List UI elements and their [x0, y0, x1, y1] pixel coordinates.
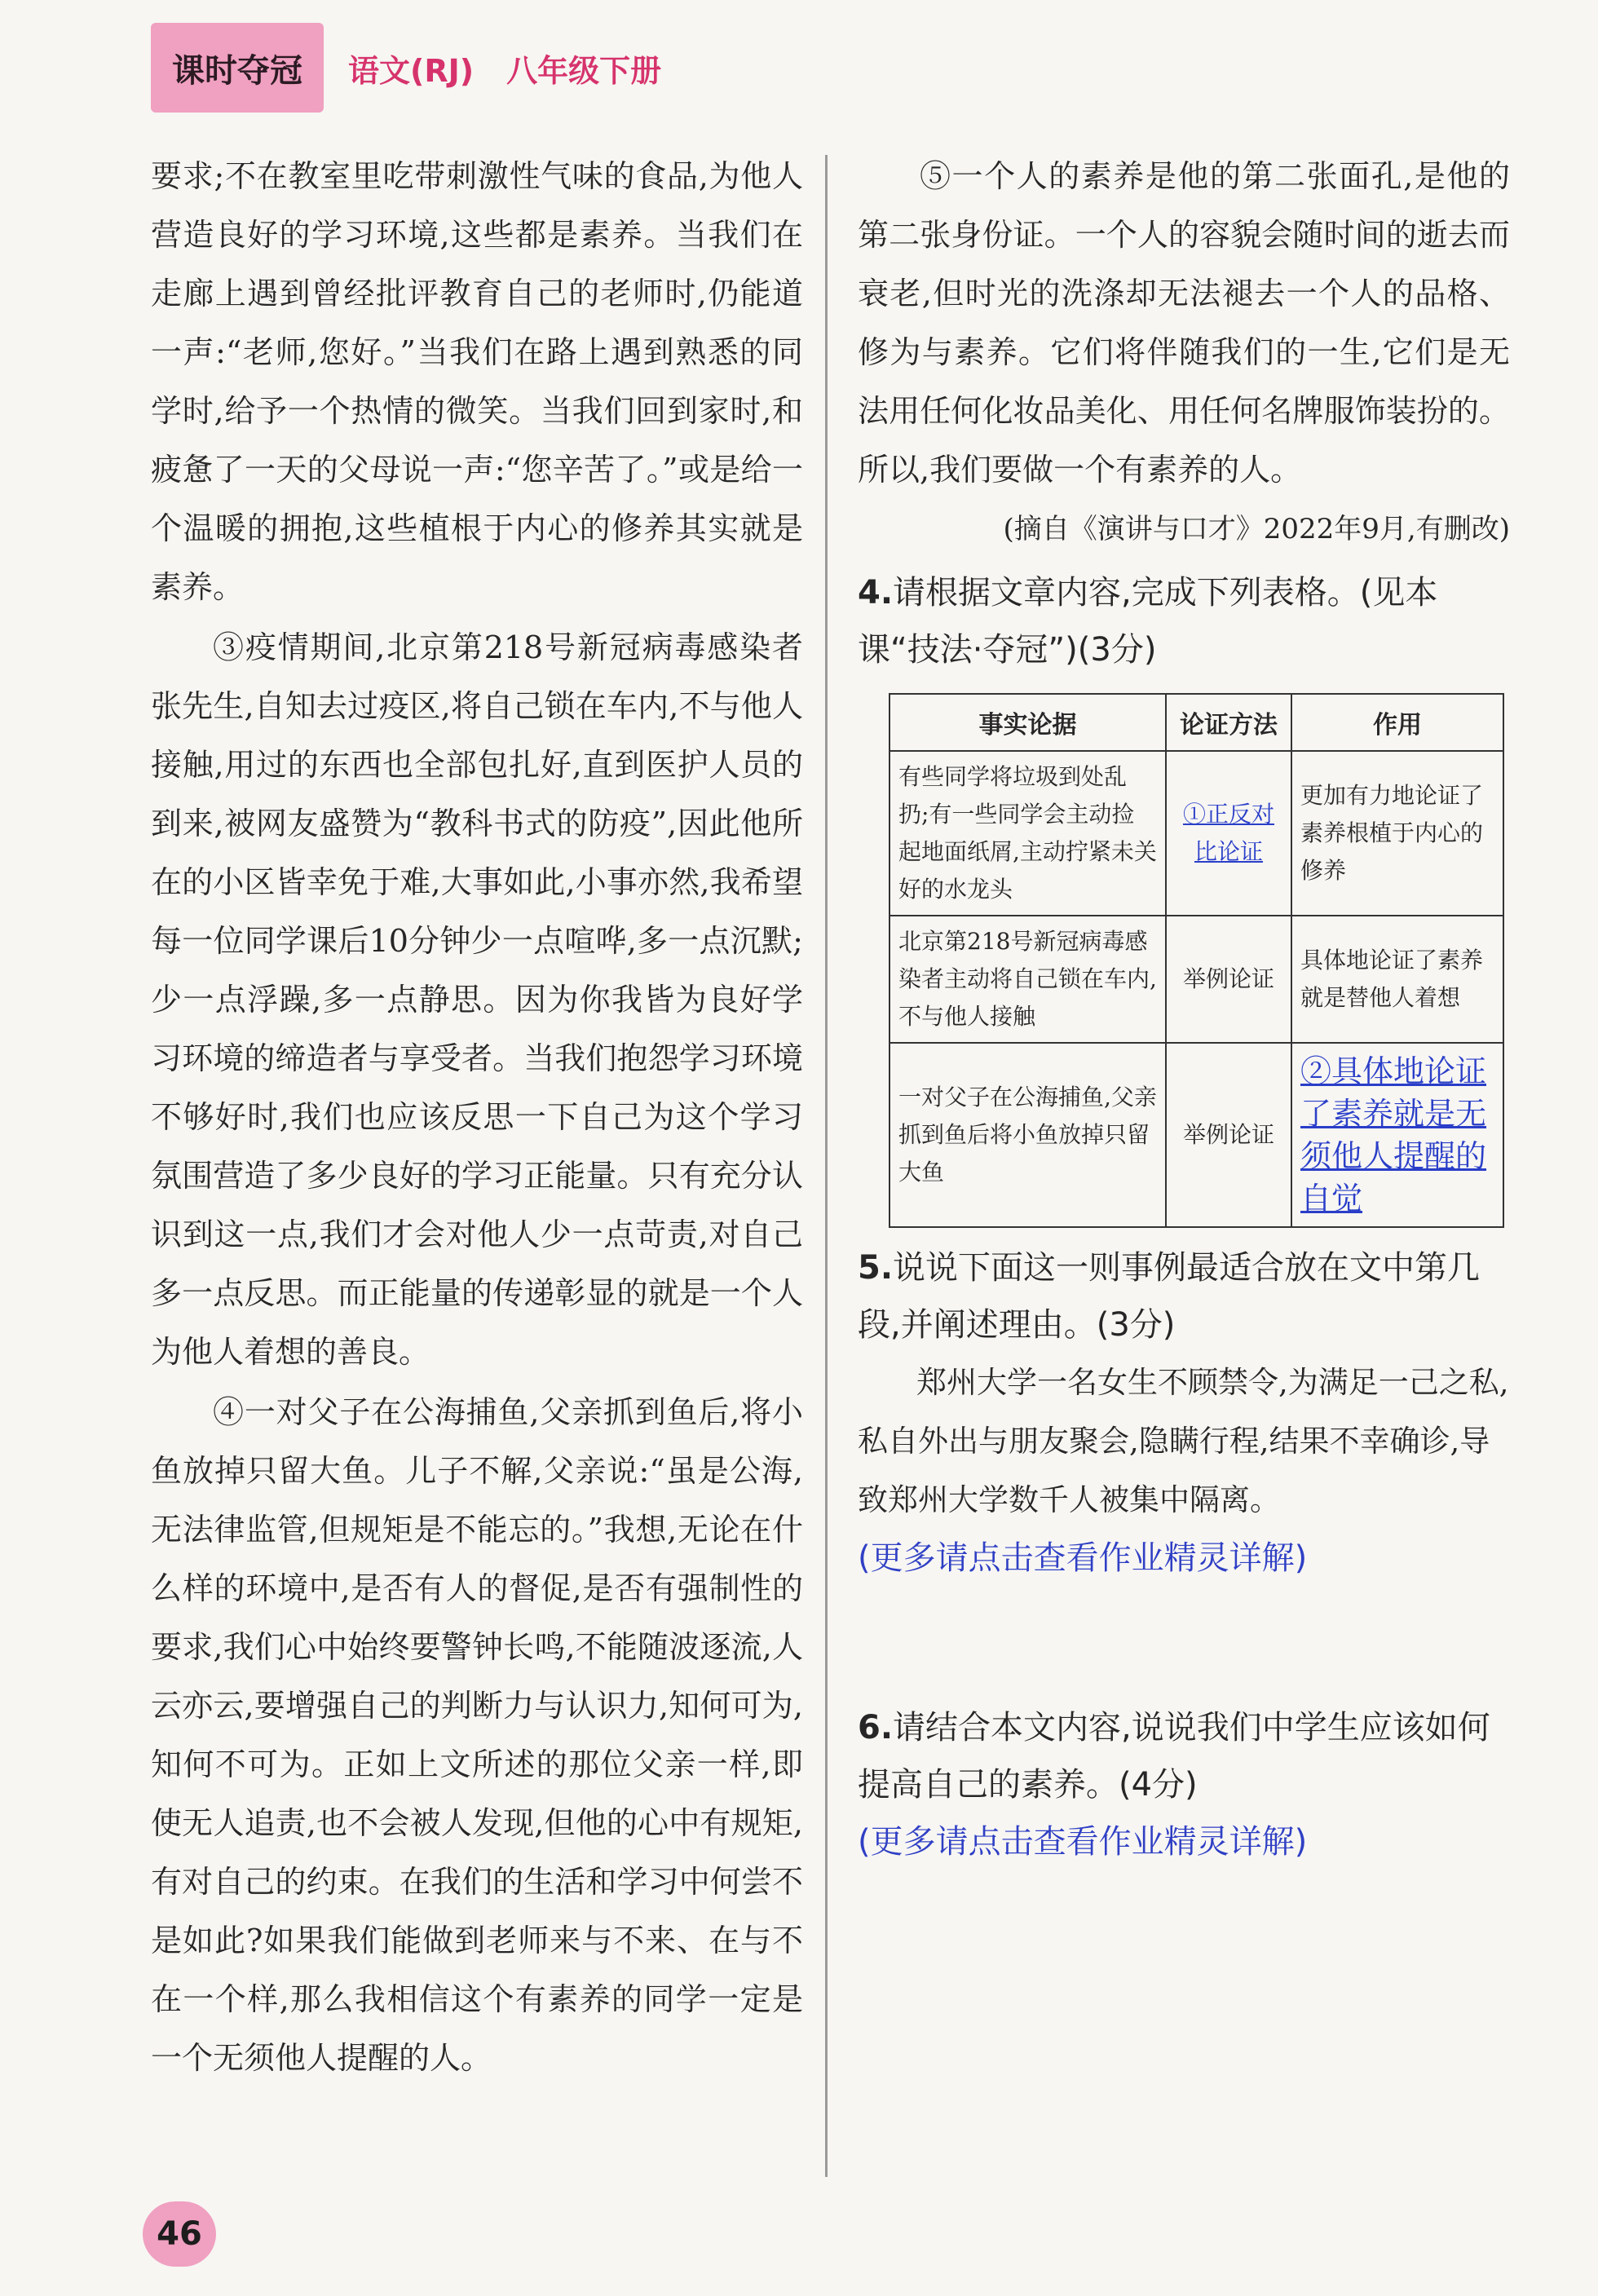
answer-effect-cell: ②具体地论证了素养就是无须他人提醒的自觉 [1291, 1043, 1503, 1227]
table-row [889, 1043, 1503, 1227]
answer-method-cell: ①正反对比论证 [1166, 751, 1291, 916]
question-4-number: 4. [858, 574, 894, 612]
fact-cell: 北京第218号新冠病毒感染者主动将自己锁在车内,不与他人接触 [889, 916, 1166, 1043]
paragraph-4: ④一对父子在公海捕鱼,父亲抓到鱼后,将小鱼放掉只留大鱼。儿子不解,父亲说:“虽是公海,无法律监管,但规矩是不能忘的。”我想,无论在什么样的环境中,是否有人的督促,是否有强制性的要求,我们心中始终要警钟长鸣,不能随波逐流,人云亦云,要增强自己的判断力与认识力,知何可为,知何不可为。正如上文所述的那位父亲一样,即使无人追责,也不会被人发现,但他的心中有规矩,有对自己的约束。在我们的生活和学习中何尝不是如此?如果我们能做到老师来与不来、在与不在一个样,那么我相信这个有素养的同学一定是一个无须他人提醒的人。 [151, 1394, 803, 2076]
table-row [889, 916, 1503, 1043]
effect-cell: 具体地论证了素养就是替他人着想 [1291, 916, 1503, 1043]
question-5-number: 5. [858, 1249, 894, 1287]
table-header-row [889, 694, 1503, 751]
page-number: 46 [143, 2201, 216, 2267]
paragraph-3: ③疫情期间,北京第218号新冠病毒感染者张先生,自知去过疫区,将自己锁在车内,不与他人接触,用过的东西也全部包扎好,直到医护人员的到来,被网友盛赞为“教科书式的防疫”,因此他所在的小区皆幸免于难,大事如此,小事亦然,我希望每一位同学课后10分钟少一点喧哗,多一点沉默;少一点浮躁,多一点静思。因为你我皆为良好学习环境的缔造者与享受者。当我们抱怨学习环境不够好时,我们也应该反思一下自己为这个学习氛围营造了多少良好的学习正能量。只有充分认识到这一点,我们才会对他人少一点苛责,对自己多一点反思。而正能量的传递彰显的就是一个人为他人着想的善良。 [151, 629, 803, 1370]
question-6-number: 6. [858, 1709, 894, 1746]
table-header: 论证方法 [1166, 694, 1291, 751]
subject-label: 语文(RJ) [348, 52, 475, 89]
left-column [151, 147, 803, 2089]
fact-cell: 有些同学将垃圾到处乱扔;有一些同学会主动捡起地面纸屑,主动拧紧未关好的水龙头 [889, 751, 1166, 916]
method-cell: 举例论证 [1166, 916, 1291, 1043]
question-5 [858, 1239, 1510, 1353]
column-divider [825, 155, 828, 2177]
detail-link-2[interactable]: (更多请点击查看作业精灵详解) [858, 1823, 1308, 1861]
page-header [151, 23, 661, 113]
detail-link-1[interactable]: (更多请点击查看作业精灵详解) [858, 1539, 1308, 1577]
question-4-text: 请根据文章内容,完成下列表格。(见本课“技法·夺冠”)(3分) [858, 574, 1438, 669]
source-citation: (摘自《演讲与口才》2022年9月,有删改) [1003, 513, 1510, 545]
question-6 [858, 1699, 1510, 1813]
answer-table [889, 693, 1504, 1228]
table-header: 事实论据 [889, 694, 1166, 751]
table-header: 作用 [1291, 694, 1503, 751]
right-column [858, 147, 1510, 1870]
fact-cell: 一对父子在公海捕鱼,父亲抓到鱼后将小鱼放掉只留大鱼 [889, 1043, 1166, 1227]
table-row [889, 751, 1503, 916]
case-example: 郑州大学一名女生不顾禁令,为满足一己之私,私自外出与朋友聚会,隐瞒行程,结果不幸确诊,导致郑州大学数千人被集中隔离。 [858, 1365, 1509, 1517]
question-6-text: 请结合本文内容,说说我们中学生应该如何提高自己的素养。(4分) [858, 1709, 1490, 1804]
question-5-text: 说说下面这一则事例最适合放在文中第几段,并阐述理由。(3分) [858, 1249, 1481, 1344]
question-4 [858, 564, 1510, 678]
effect-cell: 更加有力地论证了素养根植于内心的修养 [1291, 751, 1503, 916]
paragraph-2-end: 要求;不在教室里吃带刺激性气味的食品,为他人营造良好的学习环境,这些都是素养。当我们在走廊上遇到曾经批评教育自己的老师时,仍能道一声:“老师,您好。”当我们在路上遇到熟悉的同学时,给予一个热情的微笑。当我们回到家时,和疲惫了一天的父母说一声:“您辛苦了。”或是给一个温暖的拥抱,这些植根于内心的修养其实就是素养。 [151, 158, 803, 605]
paragraph-5: ⑤一个人的素养是他的第二张面孔,是他的第二张身份证。一个人的容貌会随时间的逝去而衰老,但时光的洗涤却无法褪去一个人的品格、修为与素养。它们将伴随我们的一生,它们是无法用任何化妆品美化、用任何名牌服饰装扮的。所以,我们要做一个有素养的人。 [858, 158, 1510, 488]
grade-label: 八年级下册 [506, 52, 662, 89]
answer-space [858, 1587, 1510, 1693]
series-badge: 课时夺冠 [151, 23, 324, 113]
method-cell: 举例论证 [1166, 1043, 1291, 1227]
